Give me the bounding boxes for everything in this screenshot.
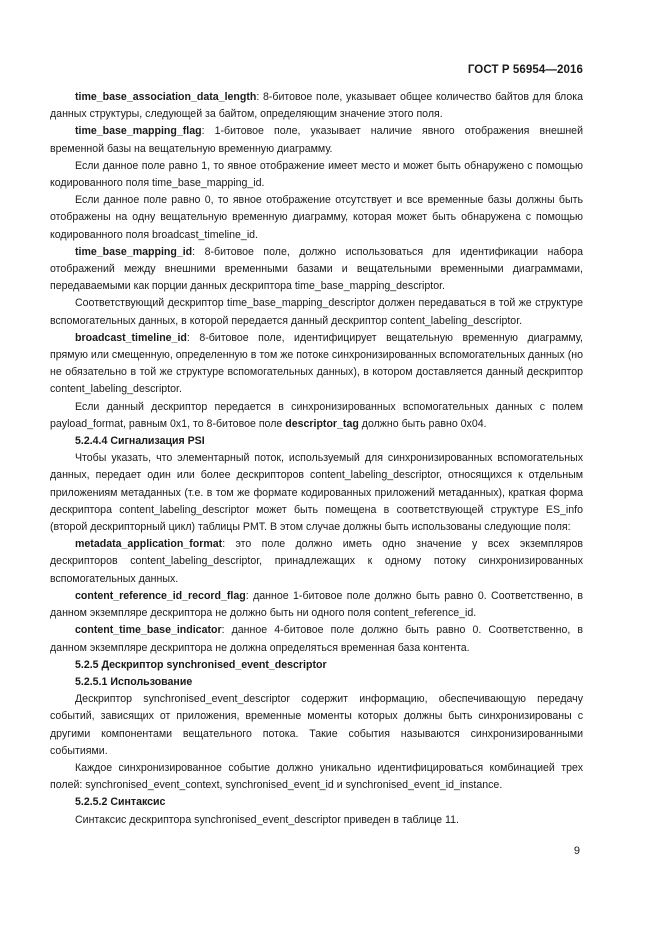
section-heading-5-2-5-2: 5.2.5.2 Синтаксис xyxy=(75,796,166,809)
paragraph-syntax-reference: Синтаксис дескриптора synchronised_event_descriptor приведен в таблице 11. xyxy=(75,813,459,826)
paragraph-content-reference-id-record-flag: content_reference_id_record_flag: данное 1-битовое поле должно быть равно 0. Соответственно, в данном экземпляре дескриптора не должно быть ни одного поля content_reference_id. xyxy=(50,589,583,620)
paragraph-sync-event-identification: Каждое синхронизированное событие должно уникально идентифицироваться комбинацией трех полей: synchronised_event_context, synchronised_event_id и synchronised_event_id_instance. xyxy=(50,761,583,792)
section-heading-5-2-5-1: 5.2.5.1 Использование xyxy=(75,675,193,688)
field-term: time_base_mapping_id xyxy=(75,245,193,258)
standard-number: ГОСТ Р 56954—2016 xyxy=(467,64,583,76)
field-term: metadata_application_format xyxy=(75,538,223,551)
paragraph-sync-event-usage: Дескриптор synchronised_event_descriptor содержит информацию, обеспечивающую передачу событий, зависящих от приложения, временные моменты которых должны быть синхронизированы с другими компонентами вещательного потока. Такие события называются синхронизированными событиями. xyxy=(50,693,583,757)
field-term: content_reference_id_record_flag xyxy=(75,589,246,602)
paragraph-mapping-descriptor: Соответствующий дескриптор time_base_mapping_descriptor должен передаваться в той же структуре вспомогательных данных, в которой передается данный дескриптор content_labeling_descriptor. xyxy=(50,297,583,327)
paragraph-time-base-association-data-length: time_base_association_data_length: 8-битовое поле, указывает общее количество байтов для блока данных структуры, следующей за байтом, определяющим значение этого поля. xyxy=(50,91,583,121)
paragraph-descriptor-tag: Если данный дескриптор передается в синхронизированных вспомогательных данных с полем payload_format, равным 0x1, то 8-битовое поле descriptor_tag должно быть равно 0x04. xyxy=(50,400,583,430)
page-number: 9 xyxy=(573,845,580,857)
field-term: time_base_mapping_flag xyxy=(75,125,202,138)
paragraph-time-base-mapping-flag: time_base_mapping_flag: 1-битовое поле, указывает наличие явного отображения внешней временной базы на вещательную временную диаграмму. xyxy=(50,125,583,155)
paragraph-time-base-mapping-id: time_base_mapping_id: 8-битовое поле, должно использоваться для идентификации набора отображений между внешними временными базами и вещательными временными диаграммами, передаваемыми как порции данных дескриптора time_base_mapping_descriptor. xyxy=(50,245,583,293)
paragraph-metadata-application-format: metadata_application_format: это поле должно иметь одно значение у всех экземпляров дескрипторов content_labeling_descriptor, принадлежащих к одному потоку синхронизированных вспомогательных данных. xyxy=(50,538,583,585)
field-term: descriptor_tag xyxy=(285,417,359,430)
paragraph-content-time-base-indicator: content_time_base_indicator: данное 4-битовое поле должно быть равно 0. Соответственно, в данном экземпляре дескриптора не должна определяться временная база контента. xyxy=(50,624,583,654)
page-body xyxy=(50,89,583,829)
section-heading-5-2-5: 5.2.5 Дескриптор synchronised_event_descriptor xyxy=(75,658,327,671)
paragraph-psi-signaling: Чтобы указать, что элементарный поток, используемый для синхронизированных вспомогательных данных, передает один или более дескрипторов content_labeling_descriptor, относящихся к отдельным приложениям метаданных (т.е. в том же формате кодированных приложений метаданных), краткая форма дескриптора content_labeling_descriptor может быть помещена в соответствующей структуре ES_info (второй дескрипторный цикл) таблицы PMT. В этом случае должны быть использованы следующие поля: xyxy=(50,452,583,534)
paragraph-flag-equals-1: Если данное поле равно 1, то явное отображение имеет место и может быть обнаружено с помощью кодированного поля time_base_mapping_id. xyxy=(50,159,583,190)
paragraph-broadcast-timeline-id: broadcast_timeline_id: 8-битовое поле, идентифицирует вещательную временную диаграмму, прямую или смещенную, определенную в том же потоке синхронизированных вспомогательных данных (но не обязательно в той же структуре вспомогательных данных), в котором доставляется данный дескриптор content_labeling_descriptor. xyxy=(50,331,583,396)
field-term: broadcast_timeline_id xyxy=(75,331,187,344)
field-term: time_base_association_data_length xyxy=(75,91,257,103)
paragraph-flag-equals-0: Если данное поле равно 0, то явное отображение отсутствует и все временные базы должны быть отображены на одну вещательную временную диаграмму, которая может быть обнаружена с помощью кодированного поля broadcast_timeline_id. xyxy=(50,194,583,241)
field-term: content_time_base_indicator xyxy=(75,624,222,637)
section-heading-5-2-4-4: 5.2.4.4 Сигнализация PSI xyxy=(75,435,205,448)
